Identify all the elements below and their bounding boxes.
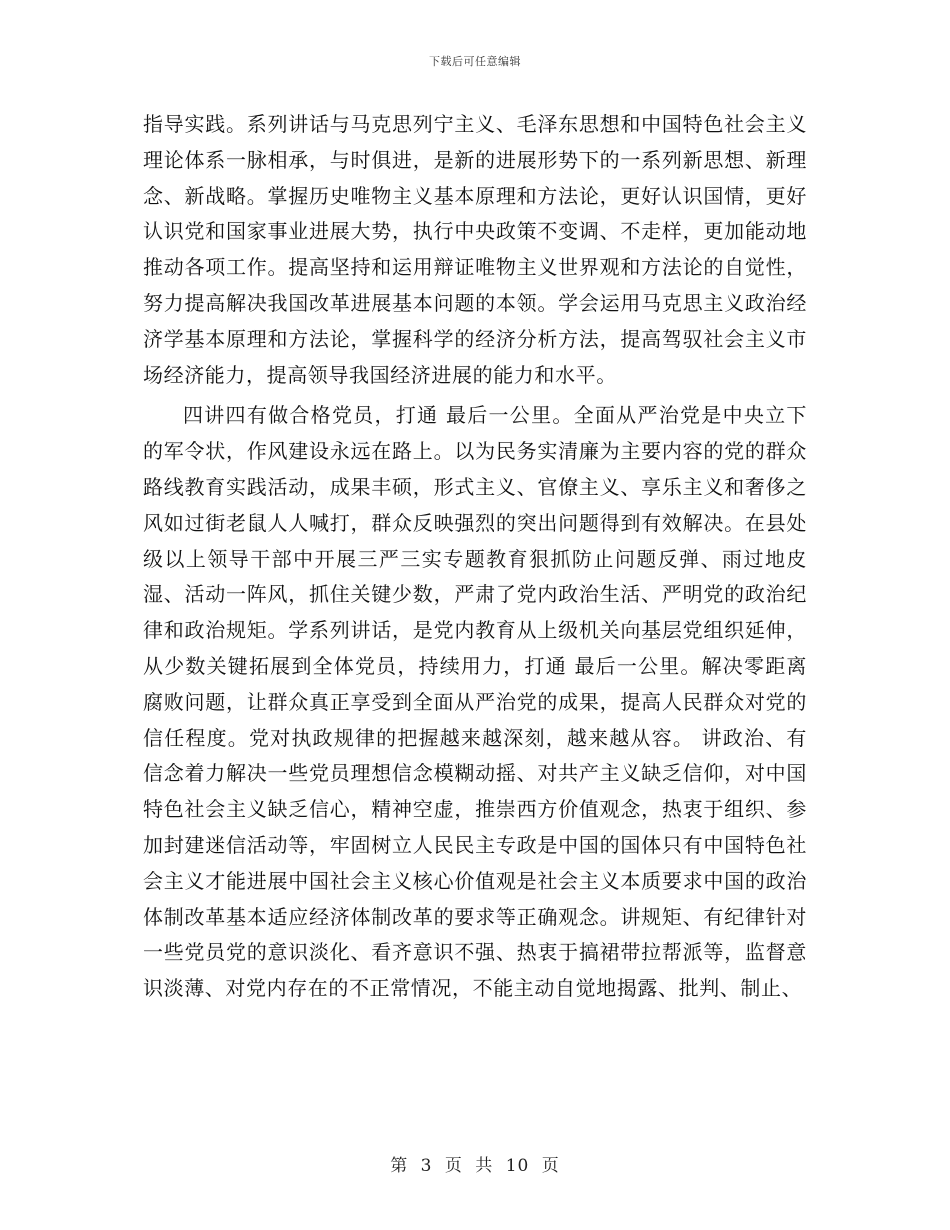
- paragraph-2: 四讲四有做合格党员，打通 最后一公里。全面从严治党是中央立下的军令状，作风建设永远在路上。以为民务实清廉为主要内容的党的群众路线教育实践活动，成果丰硕，形式主义、官僚主义、享乐主义和奢侈之风如过街老鼠人人喊打，群众反映强烈的突出问题得到有效解决。在县处级以上领导干部中开展三严三实专题教育狠抓防止问题反弹、雨过地皮湿、活动一阵风，抓住关键少数，严肃了党内政治生活、严明党的政治纪律和政治规矩。学系列讲话，是党内教育从上级机关向基层党组织延伸，从少数关键拓展到全体党员，持续用力，打通 最后一公里。解决零距离腐败问题，让群众真正享受到全面从严治党的成果，提高人民群众对党的信任程度。党对执政规律的把握越来越深刻，越来越从容。 讲政治、有信念着力解决一些党员理想信念模糊动摇、对共产主义缺乏信仰，对中国特色社会主义缺乏信心，精神空虚，推崇西方价值观念，热衷于组织、参加封建迷信活动等，牢固树立人民民主专政是中国的国体只有中国特色社会主义才能进展中国社会主义核心价值观是社会主义本质要求中国的政治体制改革基本适应经济体制改革的要求等正确观念。讲规矩、有纪律针对一些党员党的意识淡化、看齐意识不强、热衷于搞裙带拉帮派等，监督意识淡薄、对党内存在的不正常情况，不能主动自觉地揭露、批判、制止、: [143, 403, 807, 1001]
- page-header: 下载后可任意编辑: [429, 55, 521, 68]
- document-body: [143, 107, 807, 1007]
- page-number-footer: 第 3 页 共 10 页: [390, 1156, 560, 1176]
- paragraph-1: 指导实践。系列讲话与马克思列宁主义、毛泽东思想和中国特色社会主义理论体系一脉相承，与时俱进，是新的进展形势下的一系列新思想、新理念、新战略。掌握历史唯物主义基本原理和方法论，更好认识国情，更好认识党和国家事业进展大势，执行中央政策不变调、不走样，更加能动地推动各项工作。提高坚持和运用辩证唯物主义世界观和方法论的自觉性，努力提高解决我国改革进展基本问题的本领。学会运用马克思主义政治经济学基本原理和方法论，掌握科学的经济分析方法，提高驾驭社会主义市场经济能力，提高领导我国经济进展的能力和水平。: [143, 112, 807, 387]
